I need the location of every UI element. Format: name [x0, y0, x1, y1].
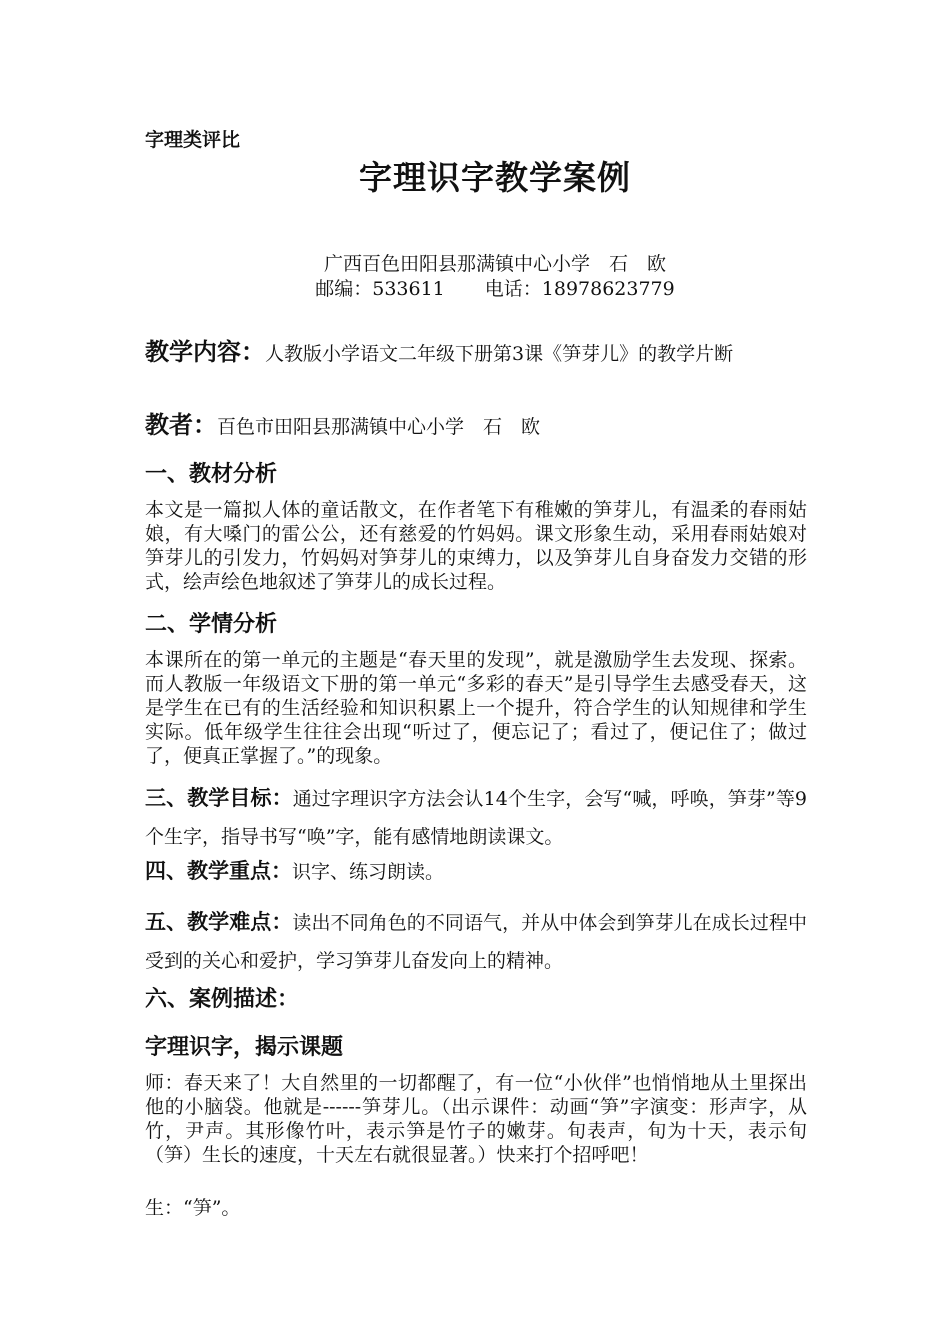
teaching-difficulty [145, 903, 807, 980]
teaching-goals [145, 779, 807, 856]
category-label: 字理类评比 [145, 129, 241, 151]
teacher-label: 教者： [145, 411, 217, 439]
author-line: 广西百色田阳县那满镇中心小学 石 欧 [323, 253, 666, 275]
teacher-dialogue-paragraph: 师：春天来了！大自然里的一切都醒了，有一位“小伙伴”也悄悄地从土里探出他的小脑袋。他就是------笋芽儿。（出示课件：动画“笋”字演变：形声字，从竹，尹声。其形像竹叶，表示笋是竹子的嫩芽。旬表声，旬为十天，表示旬（笋）生长的速度，十天左右就很显著。）快来打个招呼吧！ [145, 1072, 807, 1166]
student-dialogue-line: 生：“笋”。 [145, 1197, 241, 1219]
subsection-heading: 字理识字，揭示课题 [145, 1035, 344, 1060]
section-heading-material-analysis: 一、教材分析 [145, 462, 278, 487]
material-analysis-paragraph: 本文是一篇拟人体的童话散文，在作者笔下有稚嫩的笋芽儿，有温柔的春雨姑娘，有大嗓门的雷公公，还有慈爱的竹妈妈。课文形象生动，采用春雨姑娘对笋芽儿的引发力，竹妈妈对笋芽儿的束缚力，以及笋芽儿自身奋发力交错的形式，绘声绘色地叙述了笋芽儿的成长过程。 [145, 499, 807, 593]
teaching-goals-text: 通过字理识字方法会认14个生字，会写“喊，呼唤，笋芽”等9个生字，指导书写“唤”字，能有感情地朗读课文。 [145, 788, 807, 848]
teaching-focus-label: 四、教学重点： [145, 859, 292, 883]
postcode: 邮编：533611 [315, 278, 445, 300]
teacher-text: 百色市田阳县那满镇中心小学 石 欧 [217, 416, 541, 438]
teacher-info [145, 406, 807, 446]
teaching-difficulty-label: 五、教学难点： [145, 910, 293, 934]
teaching-focus-text: 识字、练习朗读。 [292, 861, 445, 883]
teaching-content [145, 333, 807, 373]
teaching-difficulty-text: 读出不同角色的不同语气，并从中体会到笋芽儿在成长过程中受到的关心和爱护，学习笋芽儿奋发向上的精神。 [145, 912, 807, 972]
page-title: 字理识字教学案例 [359, 158, 631, 197]
section-heading-case-description: 六、案例描述： [145, 987, 300, 1012]
phone-number: 电话：18978623779 [484, 278, 675, 300]
teaching-focus [145, 856, 807, 887]
teaching-goals-label: 三、教学目标： [145, 786, 293, 810]
learner-analysis-paragraph: 本课所在的第一单元的主题是“春天里的发现”，就是激励学生去发现、探索。而人教版一年级语文下册的第一单元“多彩的春天”是引导学生去感受春天，这是学生在已有的生活经验和知识积累上一个提升，符合学生的认知规律和学生实际。低年级学生往往会出现“听过了，便忘记了；看过了，便记住了；做过了，便真正掌握了。”的现象。 [145, 649, 807, 767]
contact-line [0, 274, 950, 301]
teaching-content-text: 人教版小学语文二年级下册第3课《笋芽儿》的教学片断 [265, 343, 734, 365]
teaching-content-label: 教学内容： [145, 338, 265, 366]
section-heading-learner-analysis: 二、学情分析 [145, 612, 278, 637]
